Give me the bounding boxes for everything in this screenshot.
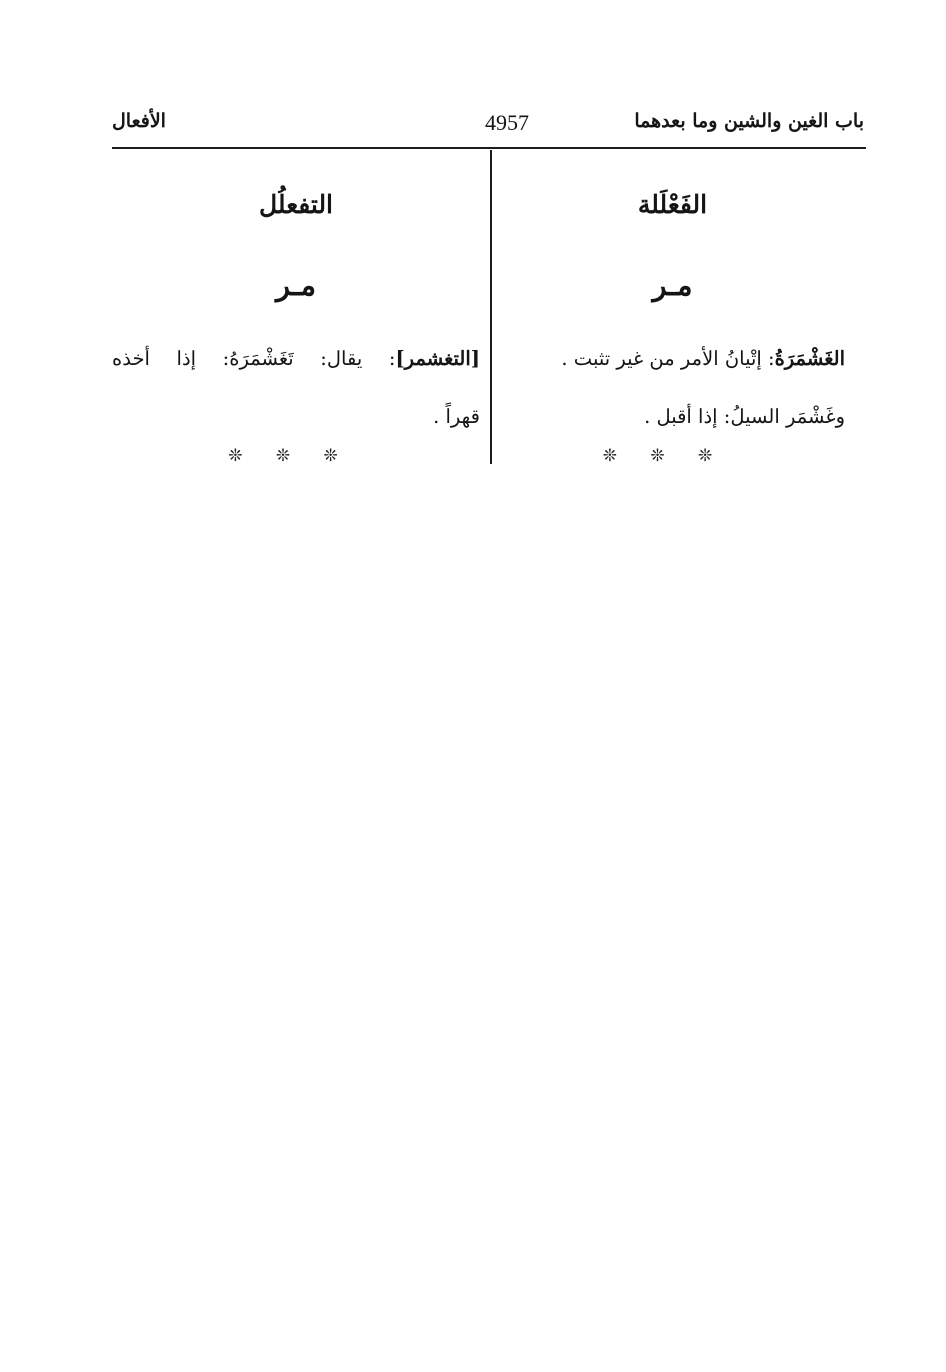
- page-header: [112, 110, 864, 146]
- column-divider: [490, 150, 492, 464]
- section-heading: الفَعْلَلة: [637, 190, 708, 219]
- page-number: 4957: [485, 110, 529, 135]
- running-head-section: باب الغين والشين وما بعدهما: [634, 110, 864, 132]
- root-letters: مـر: [652, 268, 693, 302]
- entry-text: [112, 330, 480, 446]
- header-rule: [112, 147, 866, 149]
- entry-line: [112, 330, 480, 388]
- entry-definition: قهراً .: [433, 405, 480, 428]
- entry-line: [500, 330, 845, 388]
- section-separator: ❊ ❊ ❊: [602, 446, 727, 466]
- section-heading: التفعلُل: [258, 190, 334, 219]
- entry-line: [500, 388, 845, 446]
- entry-definition: : يقال: تَغَشْمَرَهُ: إذا أخذه: [112, 347, 396, 370]
- entry-line: [112, 388, 480, 446]
- entry-term: [التغشمر]: [395, 347, 480, 370]
- entry-term: الغَشْمَرَةُ: [774, 347, 845, 370]
- entry-text: [500, 330, 845, 446]
- root-letters: مـر: [275, 268, 317, 302]
- entry-definition: وغَشْمَر السيلُ: إذا أقبل .: [644, 405, 845, 428]
- running-head-category: الأفعال: [112, 110, 166, 132]
- entry-definition: : إتْيانُ الأمر من غير تثبت .: [561, 347, 775, 370]
- section-separator: ❊ ❊ ❊: [228, 446, 352, 466]
